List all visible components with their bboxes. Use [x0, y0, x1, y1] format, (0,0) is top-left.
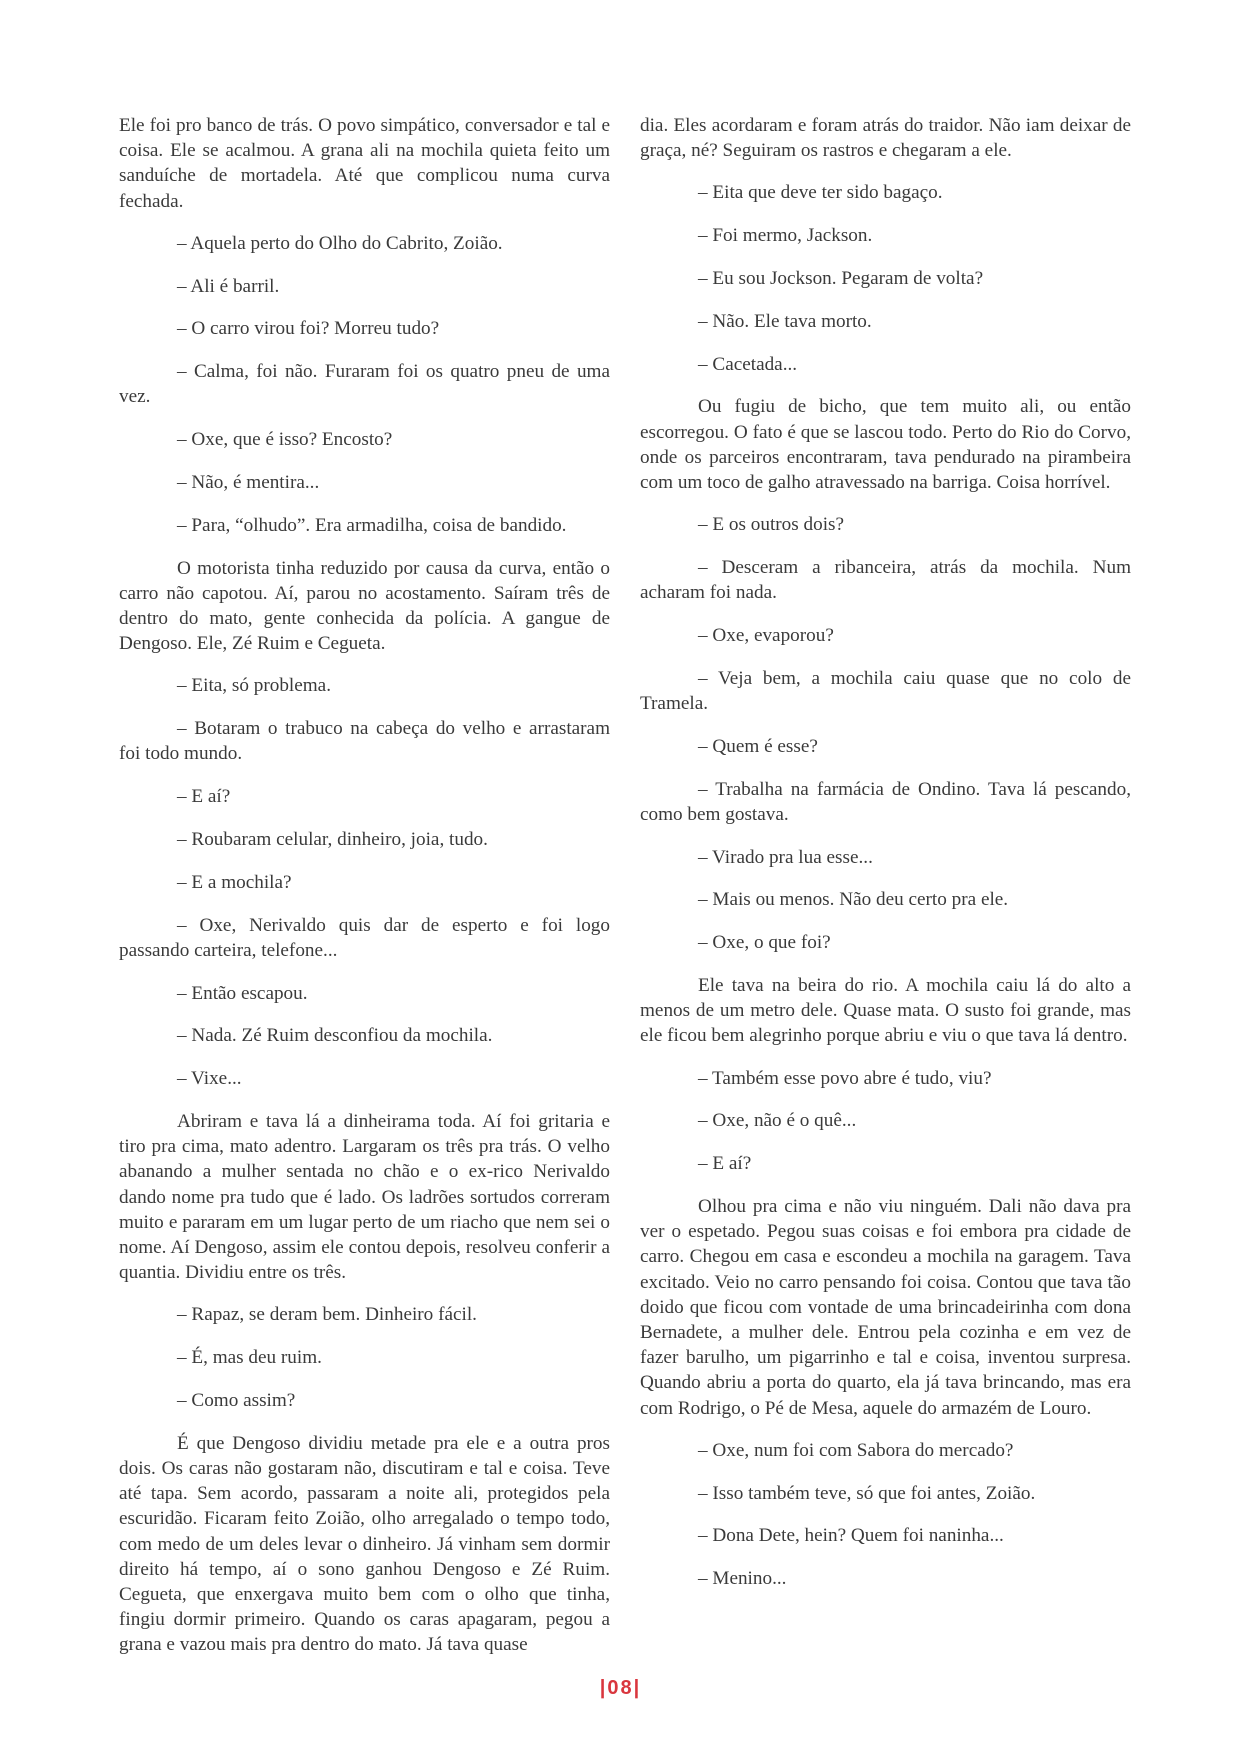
dialogue-line: – Dona Dete, hein? Quem foi naninha...: [698, 1525, 1004, 1547]
dialogue-line: – Desceram a ribanceira, atrás da mochila. Num acharam foi nada.: [640, 557, 1131, 604]
dialogue-line: – E aí?: [177, 786, 231, 808]
dialogue-line: – E aí?: [698, 1153, 752, 1175]
narrative-paragraph: É que Dengoso dividiu metade pra ele e a outra pros dois. Os caras não gostaram não, discutiram e tal e coisa. Teve até tapa. Sem acordo, passaram a noite ali, protegidos pela escuridão. Ficaram feito Zoião, olho arregalado o tempo todo, com medo de um deles levar o dinheiro. Já vinham sem dormir direito há tempo, aí o sono ganhou Dengoso e Zé Ruim. Cegueta, que enxergava muito bem com o olho que tinha, fingiu dormir primeiro. Quando os caras apagaram, pegou a grana e vazou mais pra dentro do mato. Já tava quase: [119, 1432, 610, 1656]
dialogue-line: – Então escapou.: [177, 982, 308, 1004]
dialogue-line: – Quem é esse?: [698, 735, 818, 757]
narrative-paragraph: Ou fugiu de bicho, que tem muito ali, ou então escorregou. O fato é que se lascou todo. Perto do Rio do Corvo, onde os parceiros encontraram, tava pendurado na pirambeira com um toco de galho atravessado na barriga. Coisa horrível.: [640, 396, 1131, 493]
left-text-column: [119, 113, 610, 1675]
dialogue-line: – Nada. Zé Ruim desconfiou da mochila.: [177, 1025, 493, 1047]
dialogue-line: – Mais ou menos. Não deu certo pra ele.: [698, 889, 1009, 911]
narrative-paragraph: Ele tava na beira do rio. A mochila caiu lá do alto a menos de um metro dele. Quase mata. O susto foi grande, mas ele ficou bem alegrinho porque abriu e viu o que tava lá dentro.: [640, 974, 1131, 1047]
dialogue-line: – Menino...: [698, 1568, 787, 1590]
dialogue-line: – É, mas deu ruim.: [177, 1347, 322, 1369]
dialogue-line: – Para, “olhudo”. Era armadilha, coisa de bandido.: [177, 514, 567, 536]
dialogue-line: – Também esse povo abre é tudo, viu?: [698, 1067, 992, 1089]
dialogue-line: – Foi mermo, Jackson.: [698, 225, 873, 247]
dialogue-line: – Oxe, num foi com Sabora do mercado?: [698, 1439, 1014, 1461]
dialogue-line: – E a mochila?: [177, 871, 292, 893]
dialogue-line: – Isso também teve, só que foi antes, Zoião.: [698, 1482, 1036, 1504]
narrative-paragraph: dia. Eles acordaram e foram atrás do traidor. Não iam deixar de graça, né? Seguiram os rastros e chegaram a ele.: [640, 115, 1131, 162]
dialogue-line: – E os outros dois?: [698, 514, 845, 536]
dialogue-line: – Como assim?: [177, 1390, 296, 1411]
dialogue-line: – Trabalha na farmácia de Ondino. Tava lá pescando, como bem gostava.: [640, 778, 1131, 825]
dialogue-line: – Vixe...: [177, 1068, 242, 1090]
narrative-paragraph: Abriram e tava lá a dinheirama toda. Aí foi gritaria e tiro pra cima, mato adentro. Largaram os três pra trás. O velho abanando a mulher sentada no chão e o ex-rico Nerivaldo dando nome pra tudo que é lado. Os ladrões sortudos correram muito e pararam em um lugar perto de um riacho que nem sei o nome. Aí Dengoso, assim ele contou depois, resolveu conferir a quantia. Dividiu entre os três.: [119, 1110, 610, 1284]
dialogue-line: – Não, é mentira...: [177, 472, 320, 493]
dialogue-line: – Oxe, Nerivaldo quis dar de esperto e foi logo passando carteira, telefone...: [119, 914, 610, 961]
dialogue-line: – Calma, foi não. Furaram foi os quatro pneu de uma vez.: [119, 361, 610, 408]
dialogue-line: – Ali é barril.: [177, 275, 280, 297]
dialogue-line: – Virado pra lua esse...: [698, 846, 873, 868]
dialogue-line: – Oxe, evaporou?: [698, 625, 834, 646]
dialogue-line: – Eu sou Jockson. Pegaram de volta?: [698, 268, 984, 289]
dialogue-line: – Oxe, que é isso? Encosto?: [177, 429, 393, 451]
dialogue-line: – Botaram o trabuco na cabeça do velho e arrastaram foi todo mundo.: [119, 718, 610, 765]
right-text-column: [640, 113, 1131, 1609]
dialogue-line: – Oxe, não é o quê...: [698, 1110, 857, 1132]
dialogue-line: – Rapaz, se deram bem. Dinheiro fácil.: [177, 1304, 477, 1326]
dialogue-line: – Aquela perto do Olho do Cabrito, Zoião.: [177, 232, 503, 254]
dialogue-line: – Oxe, o que foi?: [698, 932, 831, 954]
narrative-paragraph: Olhou pra cima e não viu ninguém. Dali não dava pra ver o espetado. Pegou suas coisas e foi embora pra cidade de carro. Chegou em casa e escondeu a mochila na garagem. Tava excitado. Veio no carro pensando foi coisa. Contou que tava tão doido que ficou com vontade de uma brincadeirinha com dona Bernadete, a mulher dele. Entrou pela cozinha e em vez de fazer barulho, um pigarrinho e tal e coisa, inventou surpresa. Quando abriu a porta do quarto, ela já tava brincando, mas era com Rodrigo, o Pé de Mesa, aquele do armazém de Louro.: [640, 1195, 1131, 1419]
dialogue-line: – Veja bem, a mochila caiu quase que no colo de Tramela.: [640, 667, 1131, 714]
narrative-paragraph: O motorista tinha reduzido por causa da curva, então o carro não capotou. Aí, parou no acostamento. Saíram três de dentro do mato, gente conhecida da polícia. A gangue de Dengoso. Ele, Zé Ruim e Cegueta.: [119, 557, 610, 655]
narrative-paragraph: Ele foi pro banco de trás. O povo simpático, conversador e tal e coisa. Ele se acalmou. A grana ali na mochila quieta feito um sanduíche de mortadela. Até que complicou numa curva fechada.: [119, 115, 610, 212]
dialogue-line: – Eita, só problema.: [177, 675, 331, 697]
page-number: |08|: [599, 1677, 642, 1699]
dialogue-line: – Eita que deve ter sido bagaço.: [698, 182, 943, 204]
dialogue-line: – Cacetada...: [698, 353, 798, 375]
dialogue-line: – Não. Ele tava morto.: [698, 310, 872, 332]
dialogue-line: – Roubaram celular, dinheiro, joia, tudo.: [177, 829, 488, 850]
dialogue-line: – O carro virou foi? Morreu tudo?: [177, 318, 440, 340]
